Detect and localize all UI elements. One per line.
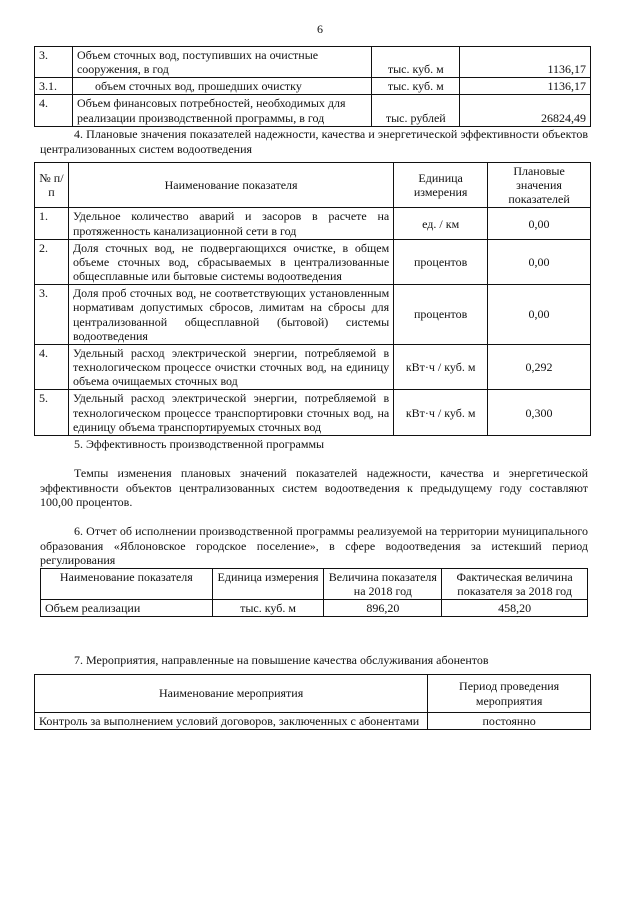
row-value: 1136,17 bbox=[460, 78, 591, 95]
row-unit: тыс. куб. м bbox=[372, 47, 460, 78]
header-plan: Величина показателя на 2018 год bbox=[324, 569, 442, 600]
row-unit: кВт·ч / куб. м bbox=[394, 390, 488, 435]
row-unit: процентов bbox=[394, 239, 488, 284]
table-row bbox=[35, 78, 591, 95]
row-name: Объем сточных вод, поступивших на очистные сооружения, в год bbox=[72, 47, 371, 78]
table-row bbox=[35, 713, 591, 730]
row-unit: тыс. рублей bbox=[372, 95, 460, 126]
row-unit: ед. / км bbox=[394, 208, 488, 239]
row-value: 1136,17 bbox=[460, 47, 591, 78]
section-4-title: 4. Плановые значения показателей надежности, качества и энергетической эффективности объектов централизованных систем водоотведения bbox=[40, 127, 588, 156]
row-name: Доля проб сточных вод, не соответствующих установленным нормативам допустимых сбросов, лимитам на сбросы для централизованной общесплавной (бытовой) системы водоотведения bbox=[68, 285, 393, 345]
row-number: 5. bbox=[35, 390, 69, 435]
header-name: Наименование показателя bbox=[68, 163, 393, 208]
header-value: Плановые значения показателей bbox=[488, 163, 591, 208]
table-row bbox=[35, 47, 591, 78]
row-value: 0,00 bbox=[488, 239, 591, 284]
row-name: Удельное количество аварий и засоров в расчете на протяженность канализационной сети в год bbox=[68, 208, 393, 239]
table-row bbox=[41, 600, 588, 617]
row-number: 4. bbox=[35, 344, 69, 389]
table-row bbox=[35, 344, 591, 389]
section-5-text: Темпы изменения плановых значений показателей надежности, качества и энергетической эффективности объектов централизованных систем водоотведения к предыдущему году составляют 100,00 процентов. bbox=[40, 466, 588, 510]
row-unit: тыс. куб. м bbox=[372, 78, 460, 95]
row-number: 3.1. bbox=[35, 78, 73, 95]
section-5-title: 5. Эффективность производственной программы bbox=[74, 437, 325, 451]
header-unit: Единица измерения bbox=[394, 163, 488, 208]
header-unit: Единица измерения bbox=[212, 569, 324, 600]
row-value: 0,00 bbox=[488, 208, 591, 239]
row-value: 26824,49 bbox=[460, 95, 591, 126]
row-number: 3. bbox=[35, 285, 69, 345]
row-value: 0,00 bbox=[488, 285, 591, 345]
row-name: Удельный расход электрической энергии, потребляемой в технологическом процессе очистки сточных вод, на единицу объема очищаемых сточных вод bbox=[68, 344, 393, 389]
table-header-row bbox=[35, 675, 591, 713]
header-measure-name: Наименование мероприятия bbox=[35, 675, 428, 713]
row-plan: 896,20 bbox=[324, 600, 442, 617]
row-number: 4. bbox=[35, 95, 73, 126]
row-value: 0,292 bbox=[488, 344, 591, 389]
row-name: Доля сточных вод, не подвергающихся очистке, в общем объеме сточных вод, сбрасываемых в централизованные общесплавные или бытовые системы водоотведения bbox=[68, 239, 393, 284]
table-header-row bbox=[41, 569, 588, 600]
row-unit: процентов bbox=[394, 285, 488, 345]
row-name: объем сточных вод, прошедших очистку bbox=[72, 78, 371, 95]
header-name: Наименование показателя bbox=[41, 569, 213, 600]
row-number: 2. bbox=[35, 239, 69, 284]
row-fact: 458,20 bbox=[442, 600, 588, 617]
row-unit: тыс. куб. м bbox=[212, 600, 324, 617]
row-name: Объем реализации bbox=[41, 600, 213, 617]
table-service-measures bbox=[34, 674, 591, 730]
table-row bbox=[35, 285, 591, 345]
header-period: Период проведения мероприятия bbox=[428, 675, 591, 713]
table-row bbox=[35, 208, 591, 239]
section-7-title: 7. Мероприятия, направленные на повышение качества обслуживания абонентов bbox=[74, 653, 489, 667]
row-period: постоянно bbox=[428, 713, 591, 730]
header-number: № п/п bbox=[35, 163, 69, 208]
row-measure-name: Контроль за выполнением условий договоров, заключенных с абонентами bbox=[35, 713, 428, 730]
table-program-report bbox=[40, 568, 588, 617]
table-financial-volumes bbox=[34, 46, 591, 127]
row-name: Удельный расход электрической энергии, потребляемой в технологическом процессе транспортировки сточных вод, на единицу объема транспортируемых сточных вод bbox=[68, 390, 393, 435]
row-name: Объем финансовых потребностей, необходимых для реализации производственной программы, в год bbox=[72, 95, 371, 126]
table-header-row bbox=[35, 163, 591, 208]
row-value: 0,300 bbox=[488, 390, 591, 435]
table-row bbox=[35, 239, 591, 284]
section-6-title: 6. Отчет об исполнении производственной программы реализуемой на территории муниципального образования «Яблоновское городское поселение», в сфере водоотведения за истекший период регулирования bbox=[40, 524, 588, 568]
row-number: 1. bbox=[35, 208, 69, 239]
table-row bbox=[35, 390, 591, 435]
page-number: 6 bbox=[317, 22, 323, 36]
row-unit: кВт·ч / куб. м bbox=[394, 344, 488, 389]
table-planned-indicators bbox=[34, 162, 591, 436]
row-number: 3. bbox=[35, 47, 73, 78]
table-row bbox=[35, 95, 591, 126]
header-fact: Фактическая величина показателя за 2018 год bbox=[442, 569, 588, 600]
